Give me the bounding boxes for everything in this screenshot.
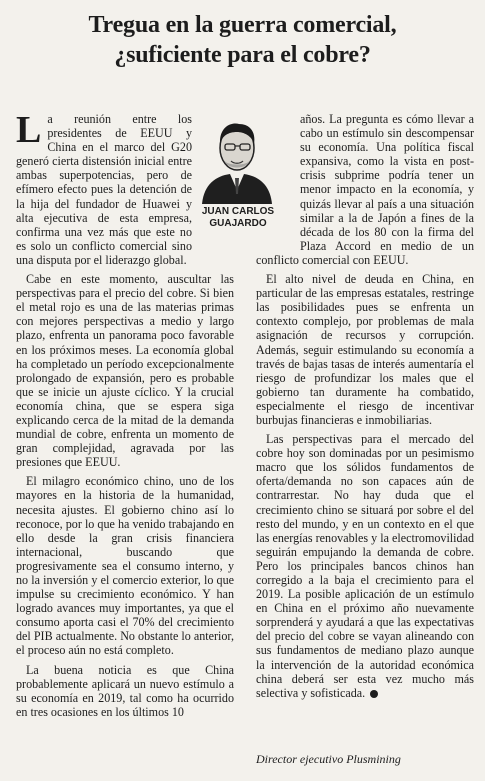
end-mark-icon — [370, 690, 378, 698]
article-paragraph: El alto nivel de deuda en China, en particular de las empresas estatales, restringe las posibilidades pues se enfrenta un contexto complejo, por problemas de mala asignación de recursos y corrupción. Además, seguir estimulando su economía a través de bajas tasas de interés aumentaría el riesgo de profundizar los males que el gobierno tan duramente ha combatido, especialmente el riesgo de incentivar burbujas financieras e inmobiliarias. — [256, 272, 474, 427]
author-signature: Director ejecutivo Plusmining — [256, 752, 401, 766]
article-paragraph: Cabe en este momento, auscultar las perspectivas para el precio del cobre. Si bien el metal rojo es una de las materias primas con mejores perspectivas a medio y largo plazo, enfrenta un panorama poco favorable en los próximos meses. La economía global ha completado un período excepcionalmente prolongado de expansión, pero es probable que se inicie un ajuste cíclico. Y la crucial economía china, que se espera siga explicando cerca de la mitad de la demanda mundial de cobre, enfrenta un momento de gran complejidad, agravada por las presiones que EEUU. — [16, 272, 234, 470]
article-paragraph: El milagro económico chino, uno de los mayores en la historia de la humanidad, necesita ajustes. El gobierno chino así lo reconoce, por lo que ha venido trabajando en ello desde la gran crisis financiera internacional, buscando que progresivamente sea el consumo interno, y no la inversión y el comercio exterior, lo que impulse su crecimiento económico. Y han logrado avances muy importantes, ya que el consumo aporta casi el 70% del crecimiento del PIB actualmente. No obstante lo anterior, el proceso aún no está completo. — [16, 474, 234, 658]
article-paragraph: La buena noticia es que China probablemente aplicará un nuevo estímulo a su economía en 2019, tal como ha ocurrido en tres ocasiones en los últimos 10 — [16, 662, 234, 719]
article-paragraph: La reunión entre los presidentes de EEUU y China en el marco del G20 generó cierta distensión inicial entre ambas superpotencias, pero de efímero efecto pues la detención de la hija del fundador de Huawei y alta ejecutiva de esta empresa, confirma una vez más que este no es solo un conflicto comercial sino una disputa por el liderazgo global. — [16, 109, 192, 267]
portrait-wrap-spacer — [256, 112, 300, 242]
portrait-wrap-spacer — [192, 112, 234, 242]
headline-line-1: Tregua en la guerra comercial, — [88, 12, 397, 38]
article-paragraph: Las perspectivas para el mercado del cobre hoy son dominadas por un pesimismo macro que los sólidos fundamentos de oferta/demanda no son capaces aún de contrarrestar. No hay duda que el crecimiento chino se situará por sobre el del resto del mundo, y en un contexto en el que las energías renovables y la electromovilidad seguirán empujando la demanda de cobre. Pero los principales bancos chinos han corregido a la baja el crecimiento para el 2019. La posible aplicación de un estímulo en China en el próximo año nuevamente sorprenderá y ayudará a que las expectativas del precio del cobre se vayan alineando con sus fundamentos de mediano plazo aunque la intervención de la autoridad económica china deberá ser esta vez mucho más selectiva y sofisticada. — [256, 432, 474, 700]
dropcap: L — [16, 109, 42, 151]
article-paragraph: años. La pregunta es cómo llevar a cabo un estímulo sin descompensar su economía. Una política fiscal expansiva, como la vista en post-crisis subprime podría tener un menor impacto en la economía, y quizás llevar al país a una situación similar a la de Japón a fines de la década de los 80 con la firma del Plaza Accord en medio de un conflicto comercial con EEUU. — [256, 112, 474, 267]
byline-name-1: JUAN CARLOS — [201, 206, 275, 217]
headline — [0, 10, 485, 70]
byline-name-2: GUAJARDO — [209, 218, 267, 229]
article-column-right — [256, 112, 474, 705]
article-column-left — [16, 109, 234, 724]
headline-line-2: ¿suficiente para el cobre? — [114, 42, 371, 68]
